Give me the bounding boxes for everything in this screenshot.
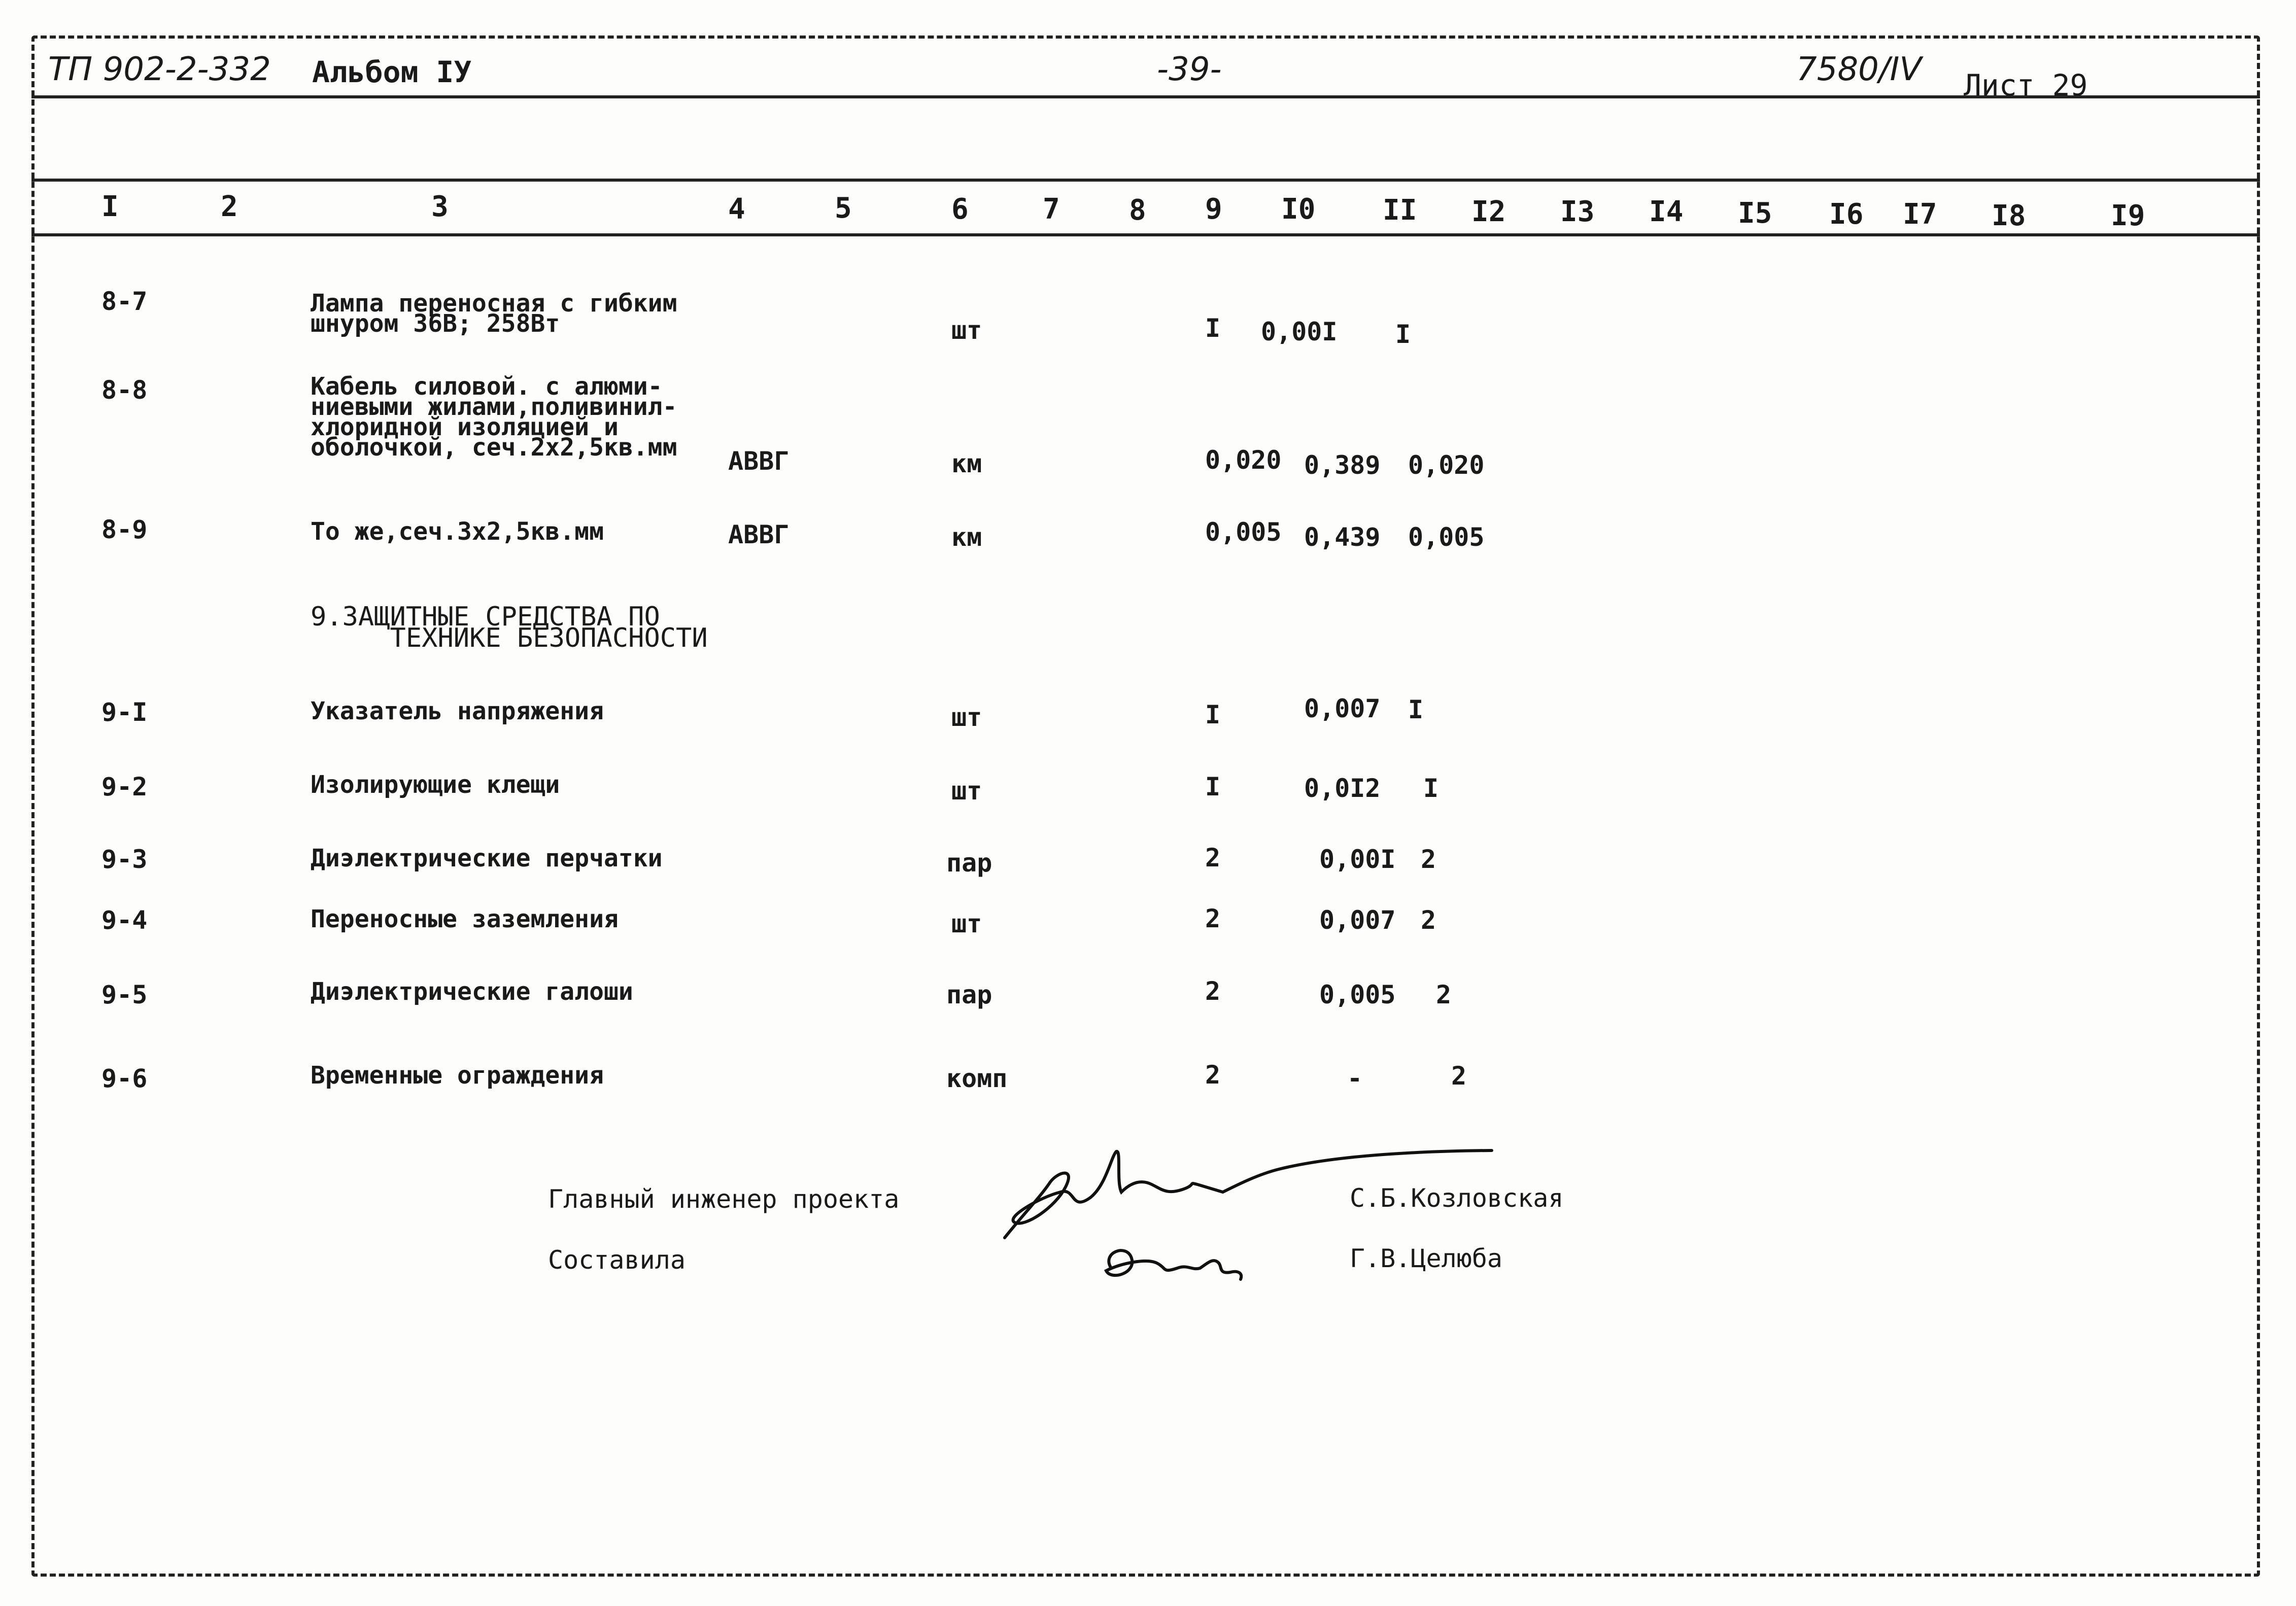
item-unit: комп [946, 1064, 1008, 1093]
item-total: I [1395, 320, 1411, 349]
row-number: 8-8 [101, 375, 148, 405]
item-unit: шт [951, 703, 982, 732]
columns-top-rule [31, 179, 2260, 182]
item-mass: 0,00I [1319, 845, 1396, 874]
item-quantity: I [1205, 772, 1221, 801]
item-total: 2 [1421, 845, 1436, 874]
page-number: -39- [1157, 51, 1222, 88]
item-mass: 0,007 [1304, 694, 1381, 723]
item-quantity: 2 [1205, 1060, 1221, 1090]
item-total: I [1408, 695, 1424, 724]
item-name: Изолирующие клещи [311, 771, 560, 799]
item-mark: АВВГ [728, 520, 790, 549]
row-number: 9-2 [101, 772, 148, 801]
item-quantity: 2 [1205, 976, 1221, 1006]
column-header: II [1383, 194, 1417, 227]
row-number: 9-4 [101, 905, 148, 935]
column-header: I3 [1560, 195, 1595, 228]
page-border [31, 36, 2260, 1577]
item-unit: км [951, 449, 982, 478]
item-mass: 0,00I [1261, 317, 1338, 346]
item-mass: 0,007 [1319, 905, 1396, 935]
item-mass: 0,439 [1304, 522, 1381, 552]
row-number: 9-I [101, 697, 148, 727]
item-total: 2 [1451, 1061, 1467, 1091]
item-total: 0,020 [1408, 450, 1485, 480]
item-mass: 0,005 [1319, 980, 1396, 1009]
column-header: 6 [951, 193, 969, 226]
item-name: Диэлектрические перчатки [311, 844, 663, 872]
column-header: 3 [431, 190, 449, 223]
column-header: 7 [1043, 193, 1060, 226]
row-number: 9-3 [101, 845, 148, 874]
project-code: ТП 902-2-332 [48, 51, 271, 88]
item-name: Диэлектрические галоши [311, 977, 633, 1006]
column-header: I8 [1992, 199, 2026, 232]
column-header: I6 [1829, 198, 1864, 231]
column-header: I2 [1471, 195, 1506, 228]
header-rule [31, 95, 2260, 98]
item-quantity: 0,020 [1205, 445, 1282, 475]
item-unit: пар [946, 980, 992, 1009]
column-header: I0 [1281, 193, 1316, 226]
column-header: I [101, 190, 119, 223]
item-name: То же,сеч.3х2,5кв.мм [311, 517, 604, 546]
item-unit: шт [951, 316, 982, 345]
compiler-signature [1091, 1233, 1253, 1288]
column-header: 2 [221, 190, 238, 223]
row-number: 8-7 [101, 287, 148, 316]
item-mass: 0,0I2 [1304, 774, 1381, 803]
item-quantity: 0,005 [1205, 517, 1282, 547]
signature-name: С.Б.Козловская [1350, 1183, 1564, 1213]
item-mark: АВВГ [728, 446, 790, 476]
item-name: Временные ограждения [311, 1061, 604, 1090]
column-header: 9 [1205, 193, 1222, 226]
album-label: Альбом IУ [312, 55, 472, 89]
column-header: 8 [1129, 194, 1146, 227]
item-unit: км [951, 522, 982, 552]
item-unit: шт [951, 776, 982, 806]
column-header: I7 [1903, 198, 1937, 231]
column-header: I4 [1649, 195, 1684, 228]
inventory-number: 7580/IV [1796, 51, 1922, 88]
item-quantity: I [1205, 700, 1221, 729]
signature-role: Составила [548, 1245, 686, 1275]
row-number: 9-5 [101, 980, 148, 1009]
columns-bottom-rule [31, 233, 2260, 236]
signature-role: Главный инженер проекта [548, 1184, 900, 1214]
item-total: 2 [1421, 905, 1436, 935]
item-mass: 0,389 [1304, 450, 1381, 480]
signature-name: Г.В.Целюба [1350, 1244, 1503, 1273]
item-unit: пар [946, 848, 992, 878]
column-header: I9 [2111, 199, 2145, 232]
item-name: Указатель напряжения [311, 697, 604, 725]
item-name: Переносные заземления [311, 905, 619, 933]
section-title: 9.ЗАЩИТНЫЕ СРЕДСТВА ПО ТЕХНИКЕ БЕЗОПАСНОСТИ [311, 602, 708, 653]
item-unit: шт [951, 909, 982, 938]
item-name: Лампа переносная с гибким шнуром 36В; 258Вт [311, 289, 677, 338]
sheet-number: Лист 29 [1964, 68, 2088, 102]
item-total: I [1423, 774, 1439, 803]
item-total: 2 [1436, 980, 1452, 1009]
item-name: Кабель силовой. с алюми- ниевыми жилами,поливинил- хлоридной изоляцией и оболочкой, сеч.2х2,5кв.мм [311, 372, 677, 462]
column-header: 5 [835, 192, 852, 225]
item-total: 0,005 [1408, 522, 1485, 552]
column-header: I5 [1738, 197, 1772, 230]
row-number: 8-9 [101, 515, 148, 544]
item-quantity: I [1205, 313, 1221, 343]
row-number: 9-6 [101, 1064, 148, 1093]
item-quantity: 2 [1205, 904, 1221, 933]
item-mass: - [1347, 1064, 1363, 1093]
item-quantity: 2 [1205, 843, 1221, 872]
column-header: 4 [728, 193, 745, 226]
